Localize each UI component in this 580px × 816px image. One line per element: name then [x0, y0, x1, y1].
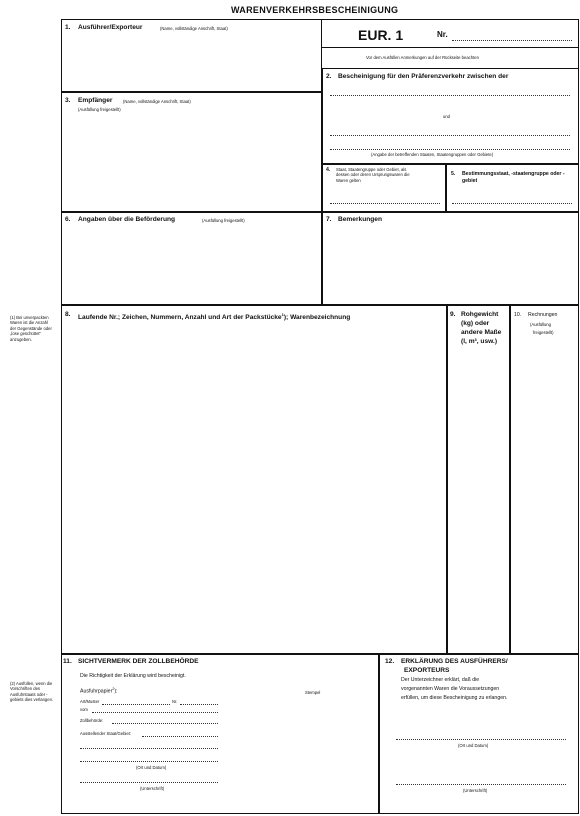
box-12-sign-line — [396, 784, 566, 785]
box-6-transport[interactable] — [61, 212, 322, 305]
box-8-label-main: Laufende Nr.; Zeichen, Nummern, Anzahl und Art der Packstücke — [78, 314, 282, 322]
box-11-ort-line — [80, 761, 218, 762]
box-9-l2: (kg) oder — [461, 320, 490, 327]
box-11-number: 11. — [63, 658, 72, 665]
box-12-line-1: Der Unterzeichner erklärt, daß die — [401, 677, 480, 683]
box-8-goods[interactable] — [61, 305, 447, 654]
box-10-number: 10. — [514, 312, 522, 318]
box-10-l3: freigestellt) — [533, 330, 554, 335]
box-11-vom-line — [92, 712, 218, 713]
box-2-number: 2. — [326, 73, 332, 80]
eur1-label: EUR. 1 — [358, 27, 404, 43]
box-7-label: Bemerkungen — [338, 216, 382, 223]
box-3-label: Empfänger — [78, 97, 113, 104]
box-7-remarks[interactable] — [322, 212, 579, 305]
box-1-label: Ausführer/Exporteur — [78, 24, 143, 31]
box-11-unter: (Unterschrift) — [140, 786, 165, 791]
box-3-sub-2: (Ausfüllung freigestellt) — [78, 107, 121, 112]
box-1-sub: (Name, vollständige Anschrift, Staat) — [160, 26, 228, 31]
box-11-line-2-end: ): — [114, 688, 118, 695]
eur1-separator — [322, 47, 578, 48]
box-6-sub: (Ausfüllung freigestellt) — [202, 218, 245, 223]
box-12-ort-line — [396, 739, 566, 740]
box-8-label-sup: 1 — [281, 312, 284, 317]
box-2-und: und — [443, 114, 450, 119]
box-12-line-3: erfüllen, um diese Bescheinigung zu erlangen. — [401, 695, 508, 701]
box-1-number: 1. — [65, 24, 71, 31]
box-2-line-3 — [330, 149, 570, 150]
box-2-line-1 — [330, 95, 570, 96]
box-9-weight[interactable] — [447, 305, 510, 654]
box-4-line — [330, 203, 440, 204]
box-9-l3: andere Maße — [461, 329, 502, 336]
box-10-l2: (Ausfüllung — [530, 322, 551, 327]
box-5-text: Bestimmungsstaat, -staatengruppe oder -gebiet — [462, 171, 565, 184]
box-9-l1: Rohgewicht — [461, 311, 499, 318]
nr-label: Nr. — [437, 30, 448, 39]
box-11-line-2-sup: 2 — [112, 687, 115, 691]
box-8-number: 8. — [65, 311, 71, 318]
box-12-label-1: ERKLÄRUNG DES AUSFÜHRERS/ — [401, 658, 508, 665]
box-2-label: Bescheinigung für den Präferenzverkehr zwischen der — [338, 73, 509, 80]
box-11-nr-line — [180, 704, 218, 705]
box-11-zoll: Zollbehörde: — [80, 718, 104, 723]
box-11-line-2-main: Ausfuhrpapier — [80, 688, 113, 695]
box-12-number: 12. — [385, 658, 395, 665]
box-2-sub: (Angabe der betreffenden Staaten, Staatengruppen oder Gebiete) — [371, 152, 494, 157]
box-11-label: SICHTVERMERK DER ZOLLBEHÖRDE — [78, 658, 199, 665]
margin-note-2: (2) Ausfüllen, wenn die Vorschriften des Ausfuhrstaats oder -gebiets dies verlangen. — [10, 681, 54, 703]
reverse-note: Vor dem Ausfüllen Anmerkungen auf der Rückseite beachten — [366, 55, 479, 60]
box-11-nr: Nr. — [172, 699, 178, 704]
box-11-stempel: Stempel — [305, 690, 321, 695]
box-2-line-2 — [330, 135, 570, 136]
box-10-l1: Rechnungen — [528, 312, 558, 318]
box-11-staat-line-2 — [80, 748, 218, 749]
box-11-art-line — [102, 704, 170, 705]
form-title: WARENVERKEHRSBESCHEINIGUNG — [231, 5, 399, 15]
box-11-zoll-line — [112, 723, 218, 724]
box-11-staat-line — [142, 736, 218, 737]
box-6-number: 6. — [65, 216, 71, 223]
box-11-vom: vom — [80, 707, 88, 712]
box-6-label: Angaben über die Beförderung — [78, 216, 176, 223]
box-3-sub-1: (Name, vollständige Anschrift, Staat) — [123, 99, 191, 104]
box-9-number: 9. — [450, 311, 456, 318]
box-12-line-2: vorgenannten Waren die Voraussetzungen — [401, 686, 500, 692]
box-11-line-2 — [80, 686, 117, 695]
box-11-art: Art/Muster — [80, 699, 100, 704]
box-11-sign-line — [80, 782, 218, 783]
box-11-staat: Ausstellender Staat/Gebiet: — [80, 731, 131, 736]
box-8-label-rest: ); Warenbezeichnung — [283, 314, 351, 322]
nr-dotted-line — [452, 40, 572, 41]
box-9-l4: (l, m³, usw.) — [461, 338, 498, 345]
box-5-line — [452, 203, 572, 204]
box-11-ort: (Ort und Datum) — [136, 765, 167, 770]
box-12-ort: (Ort und Datum) — [458, 743, 489, 748]
box-12-label-2: EXPORTEURS — [404, 667, 450, 674]
box-10-invoices[interactable] — [510, 305, 579, 654]
box-11-line-1: Die Richtigkeit der Erklärung wird bescheinigt. — [80, 673, 186, 679]
box-7-number: 7. — [326, 216, 332, 223]
box-3-number: 3. — [65, 97, 71, 104]
box-4-number: 4. — [326, 167, 331, 173]
box-5-number: 5. — [451, 171, 456, 177]
box-12-unter: (Unterschrift) — [463, 788, 488, 793]
box-4-text: Staat, Staatengruppe oder Gebiet, als dessen oder deren Ursprungswaren die Waren gelten — [336, 167, 410, 183]
box-8-label — [78, 311, 350, 322]
margin-note-1: (1) Bei unverpackten Waren ist die Anzahl der Gegenstände oder „lose geschüttet“ anzugeben. — [10, 315, 52, 342]
